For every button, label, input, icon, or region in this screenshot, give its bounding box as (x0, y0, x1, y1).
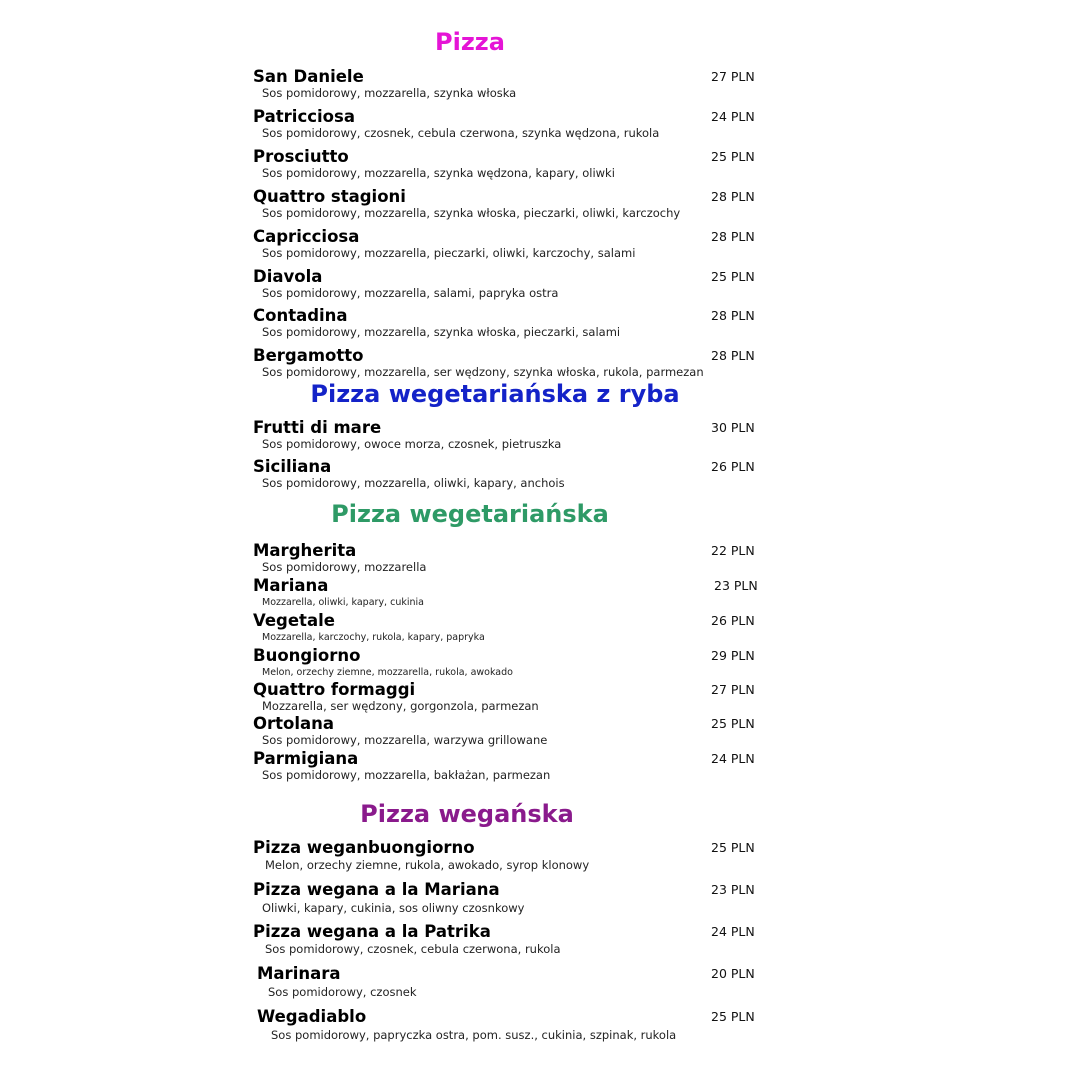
item-description: Sos pomidorowy, czosnek, cebula czerwona, szynka wędzona, rukola (262, 126, 660, 140)
item-price: 23 PLN (711, 882, 755, 897)
item-price: 25 PLN (711, 840, 755, 855)
menu-item (0, 922, 1080, 966)
item-price: 26 PLN (711, 613, 755, 628)
item-name: Marinara (257, 964, 341, 983)
item-name: Quattro stagioni (253, 187, 406, 206)
section-heading: Pizza wegetariańska z ryba (310, 380, 680, 408)
menu-item (0, 147, 1080, 191)
menu-item (0, 749, 1080, 793)
menu-item (0, 306, 1080, 350)
item-name: Parmigiana (253, 749, 359, 768)
item-name: Prosciutto (253, 147, 349, 166)
menu-item (0, 187, 1080, 231)
item-description: Sos pomidorowy, czosnek, cebula czerwona, rukola (265, 942, 561, 956)
menu-item (0, 67, 1080, 111)
item-price: 25 PLN (711, 269, 755, 284)
item-name: Ortolana (253, 714, 335, 733)
item-price: 25 PLN (711, 1009, 755, 1024)
item-name: Patricciosa (253, 107, 355, 126)
item-price: 28 PLN (711, 348, 755, 363)
menu-item (0, 107, 1080, 151)
item-name: Capricciosa (253, 227, 360, 246)
menu-item (0, 418, 1080, 462)
section-heading: Pizza wegetariańska (331, 500, 609, 528)
item-price: 27 PLN (711, 682, 755, 697)
item-description: Sos pomidorowy, owoce morza, czosnek, pietruszka (262, 437, 562, 451)
item-name: Buongiorno (253, 646, 361, 665)
item-description: Sos pomidorowy, mozzarella, pieczarki, oliwki, karczochy, salami (262, 246, 636, 260)
item-description: Sos pomidorowy, mozzarella, oliwki, kapary, anchois (262, 476, 565, 490)
item-price: 23 PLN (714, 578, 758, 593)
menu-item (0, 457, 1080, 501)
item-description: Sos pomidorowy, mozzarella (262, 560, 427, 574)
item-description: Sos pomidorowy, mozzarella, ser wędzony, szynka włoska, rukola, parmezan (262, 365, 704, 379)
item-name: Pizza weganbuongiorno (253, 838, 475, 857)
item-description: Sos pomidorowy, czosnek (268, 985, 417, 999)
item-description: Oliwki, kapary, cukinia, sos oliwny czosnkowy (262, 901, 525, 915)
item-name: Bergamotto (253, 346, 364, 365)
item-price: 25 PLN (711, 149, 755, 164)
section-heading: Pizza (435, 28, 505, 56)
item-description: Melon, orzechy ziemne, mozzarella, rukola, awokado (262, 667, 513, 678)
item-price: 26 PLN (711, 459, 755, 474)
item-price: 28 PLN (711, 189, 755, 204)
item-name: Quattro formaggi (253, 680, 416, 699)
item-name: Siciliana (253, 457, 332, 476)
section-heading: Pizza wegańska (360, 800, 574, 828)
item-price: 20 PLN (711, 966, 755, 981)
item-name: Wegadiablo (257, 1007, 367, 1026)
item-description: Sos pomidorowy, mozzarella, salami, papryka ostra (262, 286, 559, 300)
item-description: Sos pomidorowy, papryczka ostra, pom. susz., cukinia, szpinak, rukola (271, 1028, 677, 1042)
item-price: 30 PLN (711, 420, 755, 435)
item-name: Vegetale (253, 611, 335, 630)
item-description: Mozzarella, karczochy, rukola, kapary, papryka (262, 632, 485, 643)
item-name: Contadina (253, 306, 348, 325)
item-name: Margherita (253, 541, 357, 560)
item-description: Sos pomidorowy, mozzarella, bakłażan, parmezan (262, 768, 551, 782)
item-name: Mariana (253, 576, 329, 595)
item-name: Pizza wegana a la Patrika (253, 922, 491, 941)
item-description: Sos pomidorowy, mozzarella, szynka wędzona, kapary, oliwki (262, 166, 615, 180)
menu-item (0, 838, 1080, 882)
item-name: Frutti di mare (253, 418, 382, 437)
item-description: Sos pomidorowy, mozzarella, szynka włoska, pieczarki, salami (262, 325, 621, 339)
menu-item (0, 267, 1080, 311)
item-description: Sos pomidorowy, mozzarella, warzywa grillowane (262, 733, 548, 747)
menu-item (0, 964, 1080, 1008)
item-name: San Daniele (253, 67, 364, 86)
menu-item (0, 1007, 1080, 1051)
item-price: 24 PLN (711, 109, 755, 124)
menu-item (0, 227, 1080, 271)
item-price: 22 PLN (711, 543, 755, 558)
menu-item (0, 880, 1080, 924)
item-price: 24 PLN (711, 751, 755, 766)
item-price: 27 PLN (711, 69, 755, 84)
item-price: 29 PLN (711, 648, 755, 663)
item-name: Diavola (253, 267, 323, 286)
item-price: 28 PLN (711, 308, 755, 323)
item-description: Melon, orzechy ziemne, rukola, awokado, syrop klonowy (265, 858, 590, 872)
item-description: Sos pomidorowy, mozzarella, szynka włoska (262, 86, 517, 100)
item-price: 28 PLN (711, 229, 755, 244)
item-name: Pizza wegana a la Mariana (253, 880, 500, 899)
item-price: 24 PLN (711, 924, 755, 939)
item-description: Mozzarella, ser wędzony, gorgonzola, parmezan (262, 699, 539, 713)
item-description: Sos pomidorowy, mozzarella, szynka włoska, pieczarki, oliwki, karczochy (262, 206, 681, 220)
item-description: Mozzarella, oliwki, kapary, cukinia (262, 597, 424, 608)
item-price: 25 PLN (711, 716, 755, 731)
